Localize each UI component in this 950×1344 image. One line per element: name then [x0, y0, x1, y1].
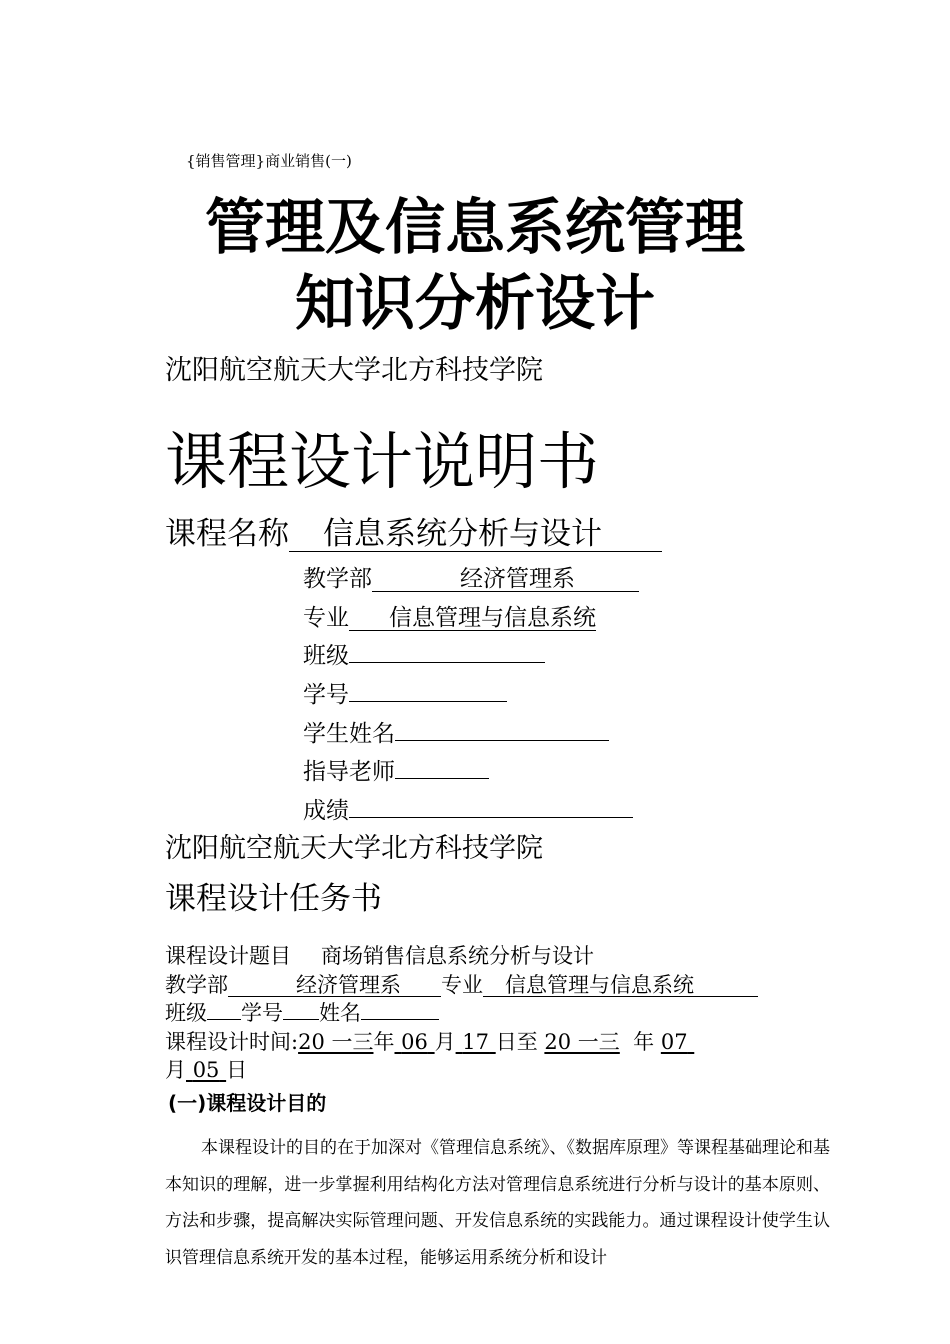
time-row — [165, 1026, 694, 1056]
end-year-char: 年 — [633, 1030, 655, 1054]
day-to: 日至 — [495, 1030, 538, 1054]
school-name: 沈阳航空航天大学北方科技学院 — [165, 355, 543, 386]
course-name-row — [165, 508, 662, 553]
task-dept-row — [165, 969, 758, 999]
start-month-text: 06 — [401, 1030, 428, 1054]
advisor-blank[interactable] — [395, 755, 489, 779]
student-id-label: 学号 — [303, 682, 349, 708]
main-title-line-2: 知识分析设计 — [295, 269, 655, 339]
dept-row — [303, 560, 639, 593]
task-major-text: 信息管理与信息系统 — [505, 973, 694, 997]
major-row — [303, 599, 596, 632]
topic-row — [165, 940, 594, 970]
student-id-blank[interactable] — [349, 678, 507, 702]
grade-label: 成绩 — [303, 798, 349, 824]
start-day-text: 17 — [462, 1030, 490, 1054]
class-row — [303, 637, 545, 670]
topic-value: 商场销售信息系统分析与设计 — [321, 944, 594, 968]
dept-value — [372, 567, 639, 592]
start-year: 20 一三 — [298, 1030, 374, 1054]
course-name-text: 信息系统分析与设计 — [323, 516, 602, 552]
task-dept-text: 经济管理系 — [296, 973, 401, 997]
start-month — [394, 1030, 434, 1054]
student-name-row — [303, 715, 609, 748]
student-name-label: 学生姓名 — [303, 721, 395, 747]
student-id-row — [303, 676, 507, 709]
task-major-value — [483, 974, 758, 997]
major-label: 专业 — [303, 605, 349, 631]
end-month-char: 月 — [165, 1058, 186, 1082]
time-row-2 — [165, 1054, 247, 1084]
end-day — [186, 1058, 226, 1082]
year-char: 年 — [373, 1030, 395, 1054]
end-month — [661, 1030, 694, 1054]
task-name-label: 姓名 — [319, 1001, 361, 1025]
course-name-value — [289, 518, 662, 552]
dept-text: 经济管理系 — [460, 566, 575, 592]
task-id-blank[interactable] — [283, 998, 319, 1020]
advisor-row — [303, 753, 489, 786]
task-dept-value — [228, 974, 441, 997]
task-school-name: 沈阳航空航天大学北方科技学院 — [165, 833, 543, 864]
main-title-line-1: 管理及信息系统管理 — [205, 193, 745, 263]
task-id-label: 学号 — [241, 1001, 283, 1025]
advisor-label: 指导老师 — [303, 759, 395, 785]
section-body-text: 本课程设计的目的在于加深对《管理信息系统》、《数据库原理》等课程基础理论和基本知识的理解，进一步掌握利用结构化方法对管理信息系统进行分析与设计的基本原则、方法和步骤，提高解决实际管理问题、开发信息系统的实践能力。通过课程设计使学生认识管理信息系统开发的基本过程，能够运用系统分析和设计 — [165, 1138, 830, 1268]
major-text: 信息管理与信息系统 — [389, 605, 596, 631]
section-heading: (一)课程设计目的 — [168, 1091, 327, 1115]
end-day-text: 05 — [192, 1058, 220, 1082]
start-day — [456, 1030, 496, 1054]
topic-label: 课程设计题目 — [165, 944, 291, 968]
class-label: 班级 — [303, 643, 349, 669]
task-name-blank[interactable] — [361, 998, 439, 1020]
major-value — [349, 606, 596, 631]
grade-blank[interactable] — [349, 794, 633, 818]
task-dept-label: 教学部 — [165, 973, 228, 997]
small-header-title: {销售管理}商业销售(一) — [186, 152, 352, 170]
end-month-text: 07 — [660, 1030, 688, 1054]
dept-label: 教学部 — [303, 566, 372, 592]
student-name-blank[interactable] — [395, 717, 609, 741]
course-name-label: 课程名称 — [165, 516, 289, 552]
task-class-row — [165, 997, 439, 1027]
task-class-label: 班级 — [165, 1001, 207, 1025]
task-major-label: 专业 — [441, 973, 483, 997]
month-char: 月 — [434, 1030, 456, 1054]
grade-row — [303, 792, 633, 825]
end-year: 20 一三 — [544, 1030, 620, 1054]
class-blank[interactable] — [349, 639, 545, 663]
end-day-char: 日 — [226, 1058, 248, 1082]
main-title — [0, 190, 950, 342]
task-class-blank[interactable] — [207, 998, 241, 1020]
time-label: 课程设计时间: — [165, 1030, 299, 1054]
document-title: 课程设计说明书 — [165, 425, 600, 498]
task-title: 课程设计任务书 — [165, 881, 382, 917]
